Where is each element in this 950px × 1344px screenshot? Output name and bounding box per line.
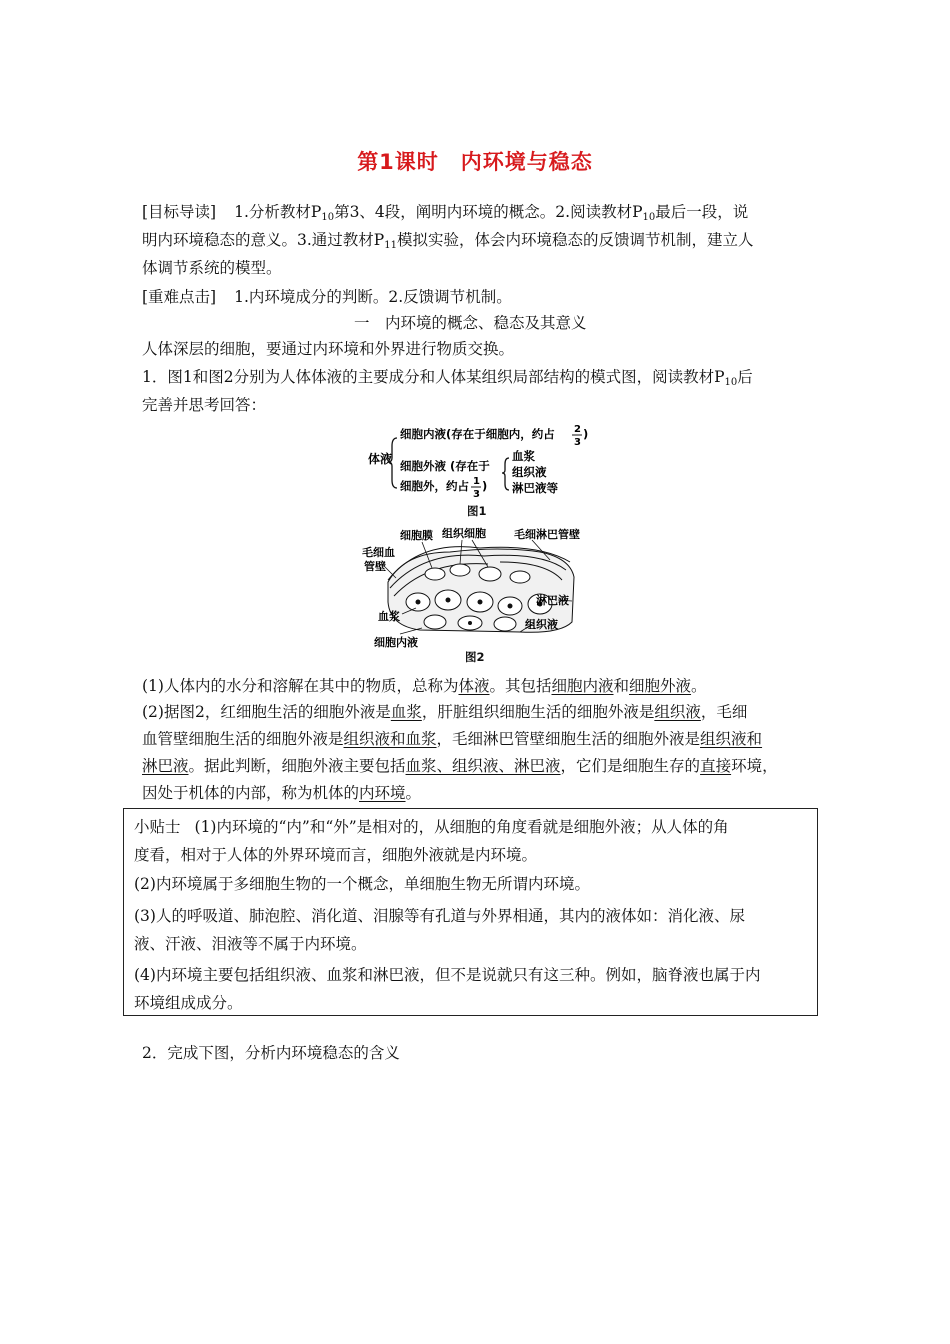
fig1-intra-num: 2	[574, 424, 581, 435]
answer-1: (1)人体内的水分和溶解在其中的物质，总称为体液。其包括细胞内液和细胞外液。	[142, 677, 707, 695]
fig2-capillary-wall-2: 管壁	[364, 560, 386, 573]
fig1-extra-num: 1	[473, 476, 480, 487]
section-heading: 一 内环境的概念、稳态及其意义	[354, 314, 587, 332]
fig1-item-tissue-fluid: 组织液	[512, 465, 547, 479]
fig2-lymph: 淋巴液	[536, 594, 569, 607]
answer-2-line-4: 因处于机体的内部，称为机体的内环境。	[142, 784, 422, 802]
blank-extracellular: 细胞外液	[629, 677, 692, 695]
tip-3-line-2: 液、汗液、泪液等不属于内环境。	[134, 935, 367, 953]
focus-line: [重难点击] 1.内环境成分的判断。2.反馈调节机制。	[142, 288, 512, 306]
fig1-extra-close: )	[482, 479, 488, 493]
fig2-capillary-wall-1: 毛细血	[362, 546, 395, 559]
fig1-extra-den: 3	[473, 489, 480, 500]
fig2-cell-membrane: 细胞膜	[400, 529, 433, 542]
tip-1-line-1: 小贴士 (1)内环境的“内”和“外”是相对的，从细胞的角度看就是细胞外液；从人体的角	[134, 818, 729, 836]
section-intro: 人体深层的细胞，要通过内环境和外界进行物质交换。	[142, 340, 515, 358]
fig1-intra-den: 3	[574, 437, 581, 448]
figure-1-caption: 图1	[467, 504, 487, 518]
fig2-plasma: 血浆	[378, 610, 400, 623]
goals-line-3: 体调节系统的模型。	[142, 259, 282, 277]
figure-2-caption: 图2	[465, 650, 485, 664]
fig1-item-lymph: 淋巴液等	[512, 481, 558, 495]
fig1-extra-a: 细胞外液 (存在于	[400, 459, 490, 473]
goals-line-1: [目标导读] 1.分析教材$P_{10}$第3、4段，阐明内环境的概念。2.阅读教材$P_{10}$最后一段，说	[142, 203, 749, 223]
fig1-extra-b: 细胞外，约占	[400, 479, 469, 493]
fig2-tissue-cell: 组织细胞	[442, 527, 486, 540]
blank-body-fluid: 体液	[458, 677, 490, 695]
focus-label: [重难点击]	[142, 288, 217, 306]
question-1-line-2: 完善并思考回答：	[142, 396, 267, 414]
tip-4-line-2: 环境组成成分。	[134, 994, 243, 1012]
figure-2-diagram	[360, 522, 600, 652]
tip-1-line-2: 度看，相对于人体的外界环境而言，细胞外液就是内环境。	[134, 846, 538, 864]
answer-2-line-1: (2)据图2，红细胞生活的细胞外液是血浆，肝脏组织细胞生活的细胞外液是组织液，毛细	[142, 703, 748, 721]
tip-4-line-1: (4)内环境主要包括组织液、血浆和淋巴液，但不是说就只有这三种。例如，脑脊液也属于内	[134, 966, 761, 984]
tips-label: 小贴士	[134, 818, 181, 836]
answer-2-line-2: 血管壁细胞生活的细胞外液是组织液和血浆，毛细淋巴管壁细胞生活的细胞外液是组织液和	[142, 730, 763, 748]
question-1-line-1: 1．图1和图2分别为人体体液的主要成分和人体某组织局部结构的模式图，阅读教材$P_{10}$后	[142, 368, 753, 388]
tip-2: (2)内环境属于多细胞生物的一个概念，单细胞生物无所谓内环境。	[134, 875, 590, 893]
fig2-intracellular: 细胞内液	[374, 636, 418, 649]
blank-intracellular: 细胞内液	[551, 677, 614, 695]
tip-3-line-1: (3)人的呼吸道、肺泡腔、消化道、泪腺等有孔道与外界相通，其内的液体如：消化液、尿	[134, 907, 745, 925]
tips-box	[123, 808, 818, 1016]
answer-2-line-3: 淋巴液。据此判断，细胞外液主要包括血浆、组织液、淋巴液，它们是细胞生存的直接环境，	[142, 757, 778, 775]
fig1-intra: 细胞内液(存在于细胞内，约占	[400, 427, 555, 441]
goals-label: [目标导读]	[142, 203, 217, 221]
fig1-root: 体液	[368, 452, 393, 466]
fig2-tissue-fluid: 组织液	[525, 618, 558, 631]
page-title: 第1课时 内环境与稳态	[357, 150, 593, 174]
goals-line-2: 明内环境稳态的意义。3.通过教材$P_{11}$模拟实验，体会内环境稳态的反馈调节机制，建立人	[142, 231, 754, 251]
fig1-item-plasma: 血浆	[512, 449, 535, 463]
question-2: 2．完成下图，分析内环境稳态的含义	[142, 1044, 400, 1062]
fig2-lymph-wall: 毛细淋巴管壁	[514, 528, 580, 541]
fig1-intra-close: )	[583, 427, 589, 441]
